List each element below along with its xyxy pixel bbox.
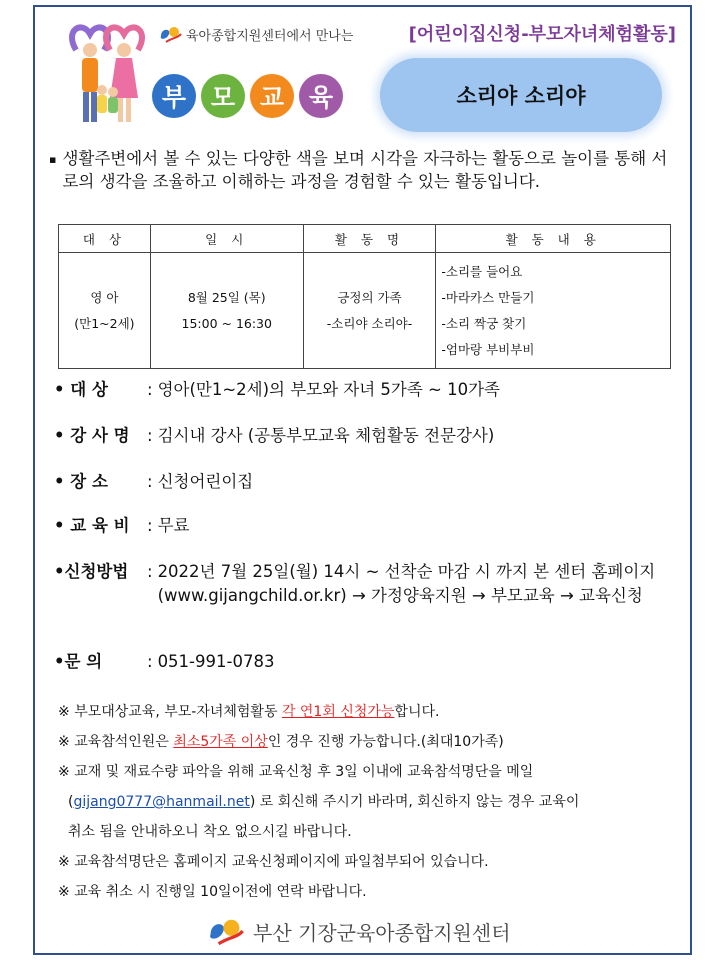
- center-tagline: [158, 24, 353, 44]
- footer: [205, 915, 511, 947]
- detail-instructor: • 강 사 명 : 김시내 강사 (공통부모교육 체험활동 전문강사): [54, 426, 495, 445]
- center-logo-icon: [205, 915, 245, 947]
- center-logo-icon: [158, 24, 182, 44]
- header-activity-content: 활 동 내 용: [436, 225, 671, 253]
- cell-activity-name: 긍정의 가족 -소리야 소리야-: [303, 253, 436, 369]
- program-category: [어린이집신청-부모자녀체험활동]: [408, 24, 676, 45]
- content-line: -엄마랑 부비부비: [441, 341, 535, 357]
- logo-char-3: 교: [250, 74, 294, 118]
- content-line: -소리를 들어요: [441, 263, 523, 279]
- note-3-end: 취소 됨을 안내하오니 착오 없으시길 바랍니다.: [68, 824, 352, 840]
- header-target: 대 상: [59, 225, 151, 253]
- email-link[interactable]: gijang0777@hanmail.net: [73, 794, 250, 810]
- bullet-square-icon: ▪: [49, 153, 57, 166]
- notes-section: [58, 697, 678, 907]
- logo-char-1: 부: [152, 74, 196, 118]
- note-3: ※ 교재 및 재료수량 파악을 위해 교육신청 후 3일 이내에 교육참석명단을 메일: [58, 764, 534, 780]
- cell-target: 영 아 (만1~2세): [59, 253, 151, 369]
- detail-target: • 대 상 : 영아(만1~2세)의 부모와 자녀 5가족 ~ 10가족: [54, 380, 500, 399]
- program-title: 소리야 소리야: [380, 58, 662, 132]
- detail-place: • 장 소 : 신청어린이집: [54, 472, 254, 491]
- detail-fee: • 교 육 비 : 무료: [54, 516, 190, 535]
- family-illustration: [62, 20, 152, 130]
- cell-activity-content: [436, 253, 671, 369]
- detail-contact: •문 의 : 051-991-0783: [54, 652, 275, 671]
- note-3-cont: (gijang0777@hanmail.net) 로 회신해 주시기 바라며, 회신하지 않는 경우 교육이: [68, 794, 580, 810]
- logo-char-4: 육: [299, 74, 343, 118]
- content-line: -마라카스 만들기: [441, 289, 535, 305]
- note-5: ※ 교육 취소 시 진행일 10일이전에 연락 바랍니다.: [58, 884, 367, 900]
- content-line: -소리 짝궁 찾기: [441, 315, 527, 331]
- note-2: ※ 교육참석인원은 최소5가족 이상인 경우 진행 가능합니다.(최대10가족): [58, 734, 504, 750]
- detail-application: •신청방법 : 2022년 7월 25일(월) 14시 ~ 선착순 마감 시 까지 본 센터 홈페이지 (www.gijangchild.or.kr) → 가정양육지원 → 부모교육 → 교육신청: [54, 562, 656, 605]
- header-datetime: 일 시: [150, 225, 303, 253]
- note-1: ※ 부모대상교육, 부모-자녀체험활동 각 연1회 신청가능합니다.: [58, 704, 440, 720]
- schedule-table: [58, 224, 671, 369]
- header-activity-name: 활 동 명: [303, 225, 436, 253]
- cell-datetime: 8월 25일 (목) 15:00 ~ 16:30: [150, 253, 303, 369]
- footer-center-name: 부산 기장군육아종합지원센터: [253, 920, 511, 945]
- intro-text: 생활주변에서 볼 수 있는 다양한 색을 보며 시각을 자극하는 활동으로 놀이를 통해 서로의 생각을 조율하고 이해하는 과정을 경험할 수 있는 활동입니다.: [62, 149, 668, 191]
- logo-char-2: 모: [201, 74, 245, 118]
- intro-paragraph: [49, 147, 669, 193]
- parent-education-logo: [152, 74, 343, 118]
- tagline-text: 육아종합지원센터에서 만나는: [186, 28, 354, 44]
- note-4: ※ 교육참석명단은 홈페이지 교육신청페이지에 파일첨부되어 있습니다.: [58, 854, 489, 870]
